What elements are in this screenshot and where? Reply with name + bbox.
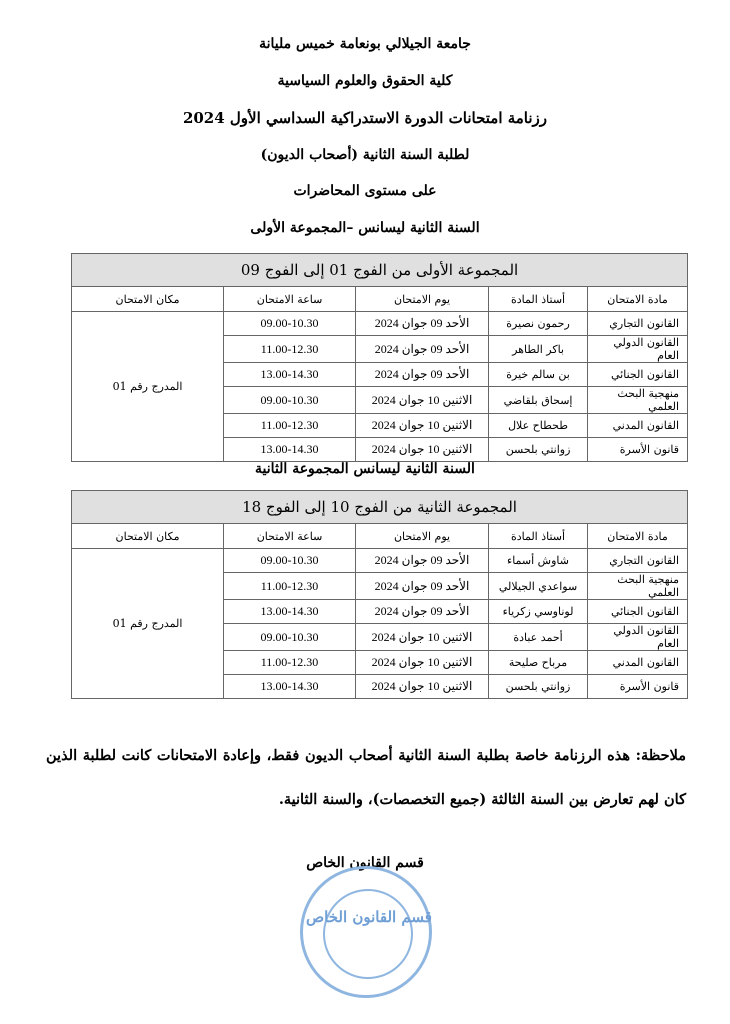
- col-time: ساعة الامتحان: [224, 287, 356, 312]
- day-cell: الأحد 09 جوان 2024: [356, 312, 489, 336]
- note-paragraph: ملاحظة: هذه الرزنامة خاصة بطلبة السنة الثانية أصحاب الديون فقط، وإعادة الامتحانات كانت لطلبة الذين كان لهم تعارض بين السنة الثالثة (جميع التخصصات)، والسنة الثانية.: [46, 747, 686, 808]
- col-subject: مادة الامتحان: [588, 524, 688, 549]
- day-cell: الأحد 09 جوان 2024: [356, 600, 489, 624]
- time-cell: 11.00-12.30: [224, 336, 356, 363]
- time-cell: 13.00-14.30: [224, 363, 356, 387]
- professor-cell: مرباح صليحة: [489, 651, 588, 675]
- room-cell: المدرج رقم 01: [72, 312, 224, 462]
- university-name: جامعة الجيلالي بونعامة خميس مليانة: [259, 36, 471, 52]
- subject-cell: القانون التجاري: [588, 549, 688, 573]
- professor-cell: زوانتي بلحسن: [489, 438, 588, 462]
- faculty-name: كلية الحقوق والعلوم السياسية: [277, 73, 453, 89]
- professor-cell: إسحاق بلقاضي: [489, 387, 588, 414]
- section-2-heading: السنة الثانية ليسانس المجموعة الثانية: [255, 461, 475, 477]
- day-cell: الاثنين 10 جوان 2024: [356, 675, 489, 699]
- subject-cell: القانون المدني: [588, 414, 688, 438]
- professor-cell: بن سالم خيرة: [489, 363, 588, 387]
- time-cell: 09.00-10.30: [224, 624, 356, 651]
- time-cell: 09.00-10.30: [224, 312, 356, 336]
- subject-cell: القانون التجاري: [588, 312, 688, 336]
- col-room: مكان الامتحان: [72, 524, 224, 549]
- table-row: [72, 549, 688, 573]
- document-title: رزنامة امتحانات الدورة الاستدراكية السداسي الأول 2024: [182, 109, 548, 127]
- professor-cell: باكر الطاهر: [489, 336, 588, 363]
- col-room: مكان الامتحان: [72, 287, 224, 312]
- professor-cell: سواعدي الجيلالي: [489, 573, 588, 600]
- time-cell: 13.00-14.30: [224, 600, 356, 624]
- schedule-table-group-2: [71, 490, 688, 699]
- schedule-table-group-1: [71, 253, 688, 462]
- day-cell: الاثنين 10 جوان 2024: [356, 624, 489, 651]
- audience-line: لطلبة السنة الثانية (أصحاب الديون): [260, 147, 470, 163]
- subject-cell: القانون الدولي العام: [588, 624, 688, 651]
- professor-cell: شاوش أسماء: [489, 549, 588, 573]
- day-cell: الاثنين 10 جوان 2024: [356, 414, 489, 438]
- professor-cell: طحطاح علال: [489, 414, 588, 438]
- subject-cell: القانون الجنائي: [588, 363, 688, 387]
- day-cell: الاثنين 10 جوان 2024: [356, 651, 489, 675]
- subject-cell: القانون الدولي العام: [588, 336, 688, 363]
- time-cell: 13.00-14.30: [224, 438, 356, 462]
- table-row: [72, 312, 688, 336]
- department-stamp: [300, 866, 432, 998]
- col-time: ساعة الامتحان: [224, 524, 356, 549]
- table-1-title: المجموعة الأولى من الفوج 01 إلى الفوج 09: [72, 254, 688, 287]
- subject-cell: منهجية البحث العلمي: [588, 387, 688, 414]
- subject-cell: منهجية البحث العلمي: [588, 573, 688, 600]
- day-cell: الأحد 09 جوان 2024: [356, 363, 489, 387]
- subject-cell: القانون الجنائي: [588, 600, 688, 624]
- department-signature: قسم القانون الخاص: [306, 855, 424, 871]
- stamp-text: قسم القانون الخاص: [306, 908, 432, 926]
- time-cell: 11.00-12.30: [224, 414, 356, 438]
- day-cell: الأحد 09 جوان 2024: [356, 549, 489, 573]
- professor-cell: لوناوسي زكرياء: [489, 600, 588, 624]
- subject-cell: القانون المدني: [588, 651, 688, 675]
- time-cell: 09.00-10.30: [224, 387, 356, 414]
- time-cell: 11.00-12.30: [224, 651, 356, 675]
- room-cell: المدرج رقم 01: [72, 549, 224, 699]
- subject-cell: قانون الأسرة: [588, 438, 688, 462]
- day-cell: الاثنين 10 جوان 2024: [356, 438, 489, 462]
- time-cell: 09.00-10.30: [224, 549, 356, 573]
- col-subject: مادة الامتحان: [588, 287, 688, 312]
- col-professor: أستاذ المادة: [489, 524, 588, 549]
- professor-cell: رحمون نصيرة: [489, 312, 588, 336]
- time-cell: 11.00-12.30: [224, 573, 356, 600]
- col-day: يوم الامتحان: [356, 287, 489, 312]
- section-1-heading: السنة الثانية ليسانس –المجموعة الأولى: [250, 220, 480, 236]
- table-2-title: المجموعة الثانية من الفوج 10 إلى الفوج 18: [72, 491, 688, 524]
- col-professor: أستاذ المادة: [489, 287, 588, 312]
- day-cell: الأحد 09 جوان 2024: [356, 336, 489, 363]
- professor-cell: زوانتي بلحسن: [489, 675, 588, 699]
- day-cell: الأحد 09 جوان 2024: [356, 573, 489, 600]
- subject-cell: قانون الأسرة: [588, 675, 688, 699]
- professor-cell: أحمد عبادة: [489, 624, 588, 651]
- time-cell: 13.00-14.30: [224, 675, 356, 699]
- col-day: يوم الامتحان: [356, 524, 489, 549]
- level-line: على مستوى المحاضرات: [293, 183, 437, 199]
- day-cell: الاثنين 10 جوان 2024: [356, 387, 489, 414]
